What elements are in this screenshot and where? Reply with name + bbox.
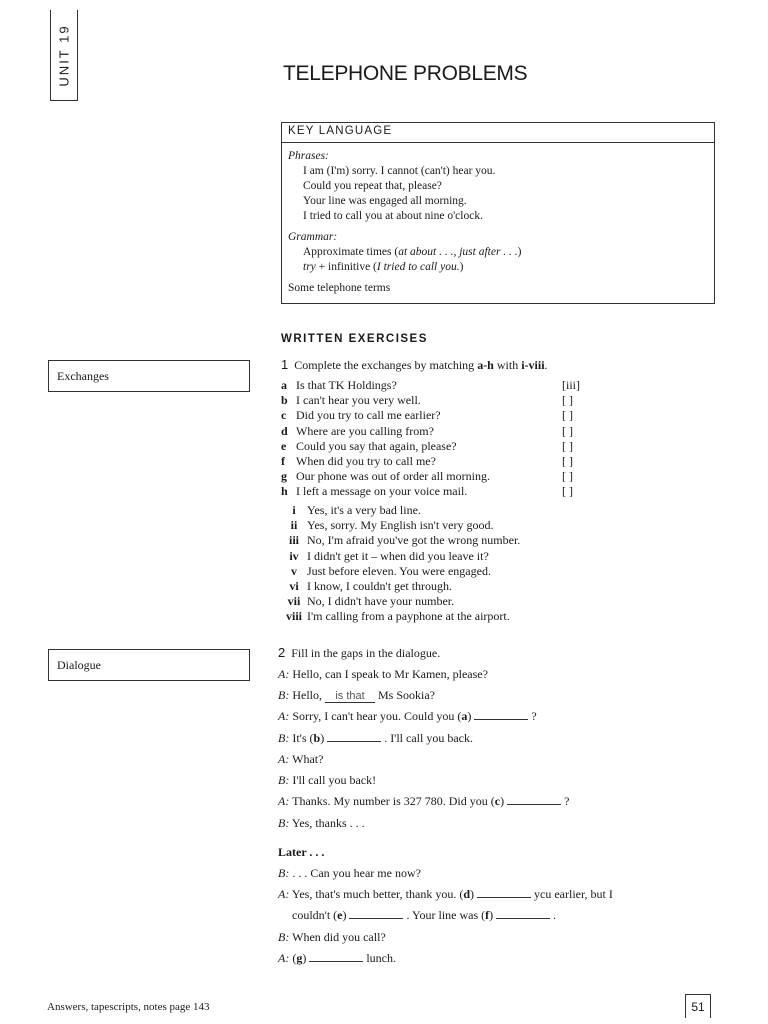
answer-bracket[interactable]: [ ] bbox=[562, 408, 573, 423]
dialogue-line: A: What? bbox=[278, 752, 324, 766]
exercise-2-instruction: 2 Fill in the gaps in the dialogue. bbox=[278, 645, 441, 660]
dialogue-line: B: Hello, is that Ms Sookia? bbox=[278, 688, 435, 702]
dialogue-line: couldn't (e) . Your line was (f) . bbox=[292, 908, 557, 922]
list-item: vii No, I didn't have your number. bbox=[287, 594, 455, 609]
answer-bracket[interactable]: [ ] bbox=[562, 454, 573, 469]
dialogue-line: B: When did you call? bbox=[278, 930, 386, 944]
gap-b[interactable] bbox=[327, 731, 381, 742]
gap-g[interactable] bbox=[309, 951, 363, 962]
key-language-heading: KEY LANGUAGE bbox=[282, 123, 714, 143]
answer-list bbox=[281, 503, 520, 625]
question-list bbox=[281, 378, 581, 500]
answer-bracket[interactable]: [iii] bbox=[562, 378, 580, 392]
dialogue-label-box bbox=[48, 649, 250, 681]
list-item: iii No, I'm afraid you've got the wrong number. bbox=[288, 533, 521, 548]
grammar-item: try + infinitive (I tried to call you.) bbox=[303, 261, 464, 273]
answer-bracket[interactable]: [ ] bbox=[562, 423, 573, 438]
phrase-item: I tried to call you at about nine o'clock. bbox=[303, 210, 483, 222]
list-item: vi I know, I couldn't get through. bbox=[289, 579, 453, 594]
key-language-box bbox=[281, 122, 715, 304]
unit-tab bbox=[50, 10, 78, 101]
footer-reference: Answers, tapescripts, notes page 143 bbox=[47, 1001, 210, 1013]
telephone-terms: Some telephone terms bbox=[288, 282, 391, 294]
written-exercises-heading: WRITTEN EXERCISES bbox=[281, 333, 428, 345]
answer-bracket[interactable]: [ ] bbox=[562, 438, 573, 453]
exchanges-label-box bbox=[48, 360, 250, 392]
answer-bracket[interactable]: [ ] bbox=[562, 484, 573, 499]
list-item: c Did you try to call me earlier? [ ] bbox=[281, 408, 573, 423]
list-item: i Yes, it's a very bad line. bbox=[292, 503, 421, 517]
gap-a[interactable] bbox=[474, 709, 528, 720]
list-item: a Is that TK Holdings? [iii] bbox=[281, 378, 580, 392]
key-language-body bbox=[282, 143, 714, 296]
list-item: iv I didn't get it – when did you leave it? bbox=[289, 548, 489, 563]
list-item: b I can't hear you very well. [ ] bbox=[281, 393, 573, 408]
page-title: TELEPHONE PROBLEMS bbox=[283, 62, 528, 85]
answer-bracket[interactable]: [ ] bbox=[562, 393, 573, 408]
list-item: g Our phone was out of order all morning. [ ] bbox=[281, 469, 573, 484]
gap-c[interactable] bbox=[507, 794, 561, 805]
example-answer: is that bbox=[325, 690, 375, 703]
list-item: h I left a message on your voice mail. [ ] bbox=[281, 484, 573, 499]
gap-f[interactable] bbox=[496, 908, 550, 919]
dialogue-line: B: Yes, thanks . . . bbox=[278, 816, 365, 830]
exercise-1-number: 1 bbox=[281, 357, 289, 372]
answer-bracket[interactable]: [ ] bbox=[562, 469, 573, 484]
dialogue-line: A: (g) lunch. bbox=[278, 951, 396, 965]
dialogue-line: B: . . . Can you hear me now? bbox=[278, 866, 421, 880]
later-heading: Later . . . bbox=[278, 845, 325, 859]
phrase-item: Your line was engaged all morning. bbox=[303, 195, 467, 207]
grammar-item: Approximate times (at about . . ., just after . . .) bbox=[303, 246, 522, 258]
dialogue-label: Dialogue bbox=[57, 658, 101, 672]
phrase-item: Could you repeat that, please? bbox=[303, 180, 442, 192]
list-item: d Where are you calling from? [ ] bbox=[281, 423, 573, 438]
dialogue-line: B: I'll call you back! bbox=[278, 773, 377, 787]
exercise-2-number: 2 bbox=[278, 645, 286, 660]
grammar-label: Grammar: bbox=[288, 231, 338, 243]
dialogue-line: B: It's (b) . I'll call you back. bbox=[278, 731, 473, 745]
exchanges-label: Exchanges bbox=[57, 369, 109, 383]
list-item: f When did you try to call me? [ ] bbox=[281, 454, 573, 469]
gap-d[interactable] bbox=[477, 887, 531, 898]
dialogue-line: A: Sorry, I can't hear you. Could you (a) ? bbox=[278, 709, 537, 723]
list-item: viii I'm calling from a payphone at the airport. bbox=[285, 609, 510, 624]
unit-label: UNIT 19 bbox=[56, 23, 72, 87]
list-item: ii Yes, sorry. My English isn't very good. bbox=[290, 518, 494, 533]
dialogue-line: A: Hello, can I speak to Mr Kamen, please? bbox=[278, 667, 488, 681]
phrases-label: Phrases: bbox=[288, 150, 329, 162]
phrase-item: I am (I'm) sorry. I cannot (can't) hear you. bbox=[303, 165, 496, 177]
page-number: 51 bbox=[685, 994, 711, 1018]
list-item: v Just before eleven. You were engaged. bbox=[291, 563, 491, 578]
gap-e[interactable] bbox=[349, 908, 403, 919]
list-item: e Could you say that again, please? [ ] bbox=[281, 438, 573, 453]
dialogue-line: A: Yes, that's much better, thank you. (d) ycu earlier, but I bbox=[278, 887, 613, 901]
exercise-1-instruction: 1 Complete the exchanges by matching a-h with i-viii. bbox=[281, 357, 548, 372]
dialogue-line: A: Thanks. My number is 327 780. Did you (c) ? bbox=[278, 794, 570, 808]
